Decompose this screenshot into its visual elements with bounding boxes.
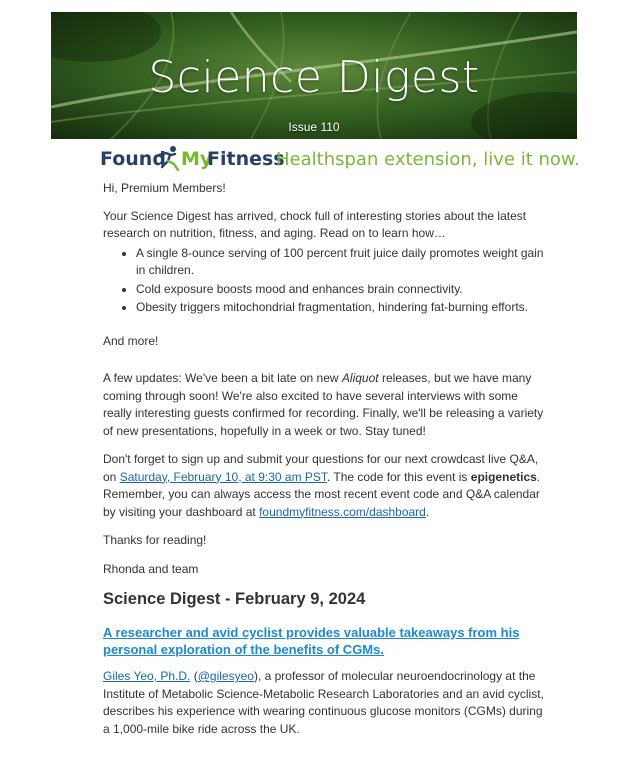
thanks-text: Thanks for reading! <box>103 533 207 547</box>
intro-paragraph: Your Science Digest has arrived, chock full of interesting stories about the latest research on nutrition, fitness, and aging. Read on to learn how… <box>103 208 527 240</box>
signup-text: Don't forget to sign up and submit your questions for our next crowdcast live Q&A, on <box>103 452 539 484</box>
banner-title: Science Digest <box>148 52 480 103</box>
article-title-link[interactable]: A researcher and avid cyclist provides valuable takeaways from his personal exploration of the benefits of CGMs. <box>103 625 520 657</box>
runner-logo-icon <box>156 145 182 171</box>
list-item: • A single 8-ounce serving of 100 percent fruit juice daily promotes weight gain in children. <box>136 245 548 280</box>
updates-text-2: releases, but we have many coming through soon! We're also excited to have several interviews with some really interesting guests confirmed for recording. Finally, we'll be releasing a variety of new presentations, hopefully in a week or two. Stay tuned! <box>103 371 544 438</box>
digest-heading: Science Digest - February 9, 2024 <box>103 590 366 608</box>
highlights-list <box>103 245 548 317</box>
issue-number: Issue 110 <box>288 120 340 134</box>
signup-paragraph <box>103 451 548 521</box>
signup-text-2: . The code for this event is <box>326 469 471 484</box>
signup-text-4: . <box>425 504 430 519</box>
email-body <box>103 180 548 748</box>
logo-fitness-text: Fitness <box>207 148 285 170</box>
greeting: Hi, Premium Members! <box>103 181 226 195</box>
summary-text: ( <box>190 669 198 683</box>
event-code: epigenetics <box>470 469 537 484</box>
article-summary <box>103 668 548 738</box>
logo-found-text: Found <box>100 148 166 170</box>
brand-bar <box>100 145 580 175</box>
author-handle-link[interactable]: @gilesyeo <box>197 669 254 683</box>
dashboard-link[interactable]: foundmyfitness.com/dashboard <box>259 504 426 519</box>
aliquot-emphasis: Aliquot <box>341 371 379 385</box>
author-link[interactable]: Giles Yeo, Ph.D. <box>103 669 191 683</box>
updates-text: A few updates: We've been a bit late on new <box>103 371 342 385</box>
signup-text-3: . Remember, you can always access the most recent event code and Q&A calendar by visiting your dashboard at <box>103 469 541 519</box>
brand-tagline: Healthspan extension, live it now. <box>276 149 580 170</box>
header-banner <box>51 12 577 139</box>
list-item: • Cold exposure boosts mood and enhances brain connectivity. <box>136 281 548 299</box>
article-title <box>103 624 548 658</box>
logo-my-text: My <box>181 148 213 170</box>
updates-paragraph <box>103 370 548 440</box>
signoff-text: Rhonda and team <box>103 561 199 576</box>
and-more-text: And more! <box>103 333 159 348</box>
event-date-link[interactable]: Saturday, February 10, at 9:30 am PST <box>119 469 327 484</box>
list-item: • Obesity triggers mitochondrial fragmentation, hindering fat-burning efforts. <box>136 299 548 317</box>
summary-text-2: ), a professor of molecular neuroendocrinology at the Institute of Metabolic Science-Metabolic Research Laboratories and an avid cyclist, describes his experience with wearing continuous glucose monitors (CGMs) during a 1,000-mile bike ride across the UK. <box>103 669 544 736</box>
